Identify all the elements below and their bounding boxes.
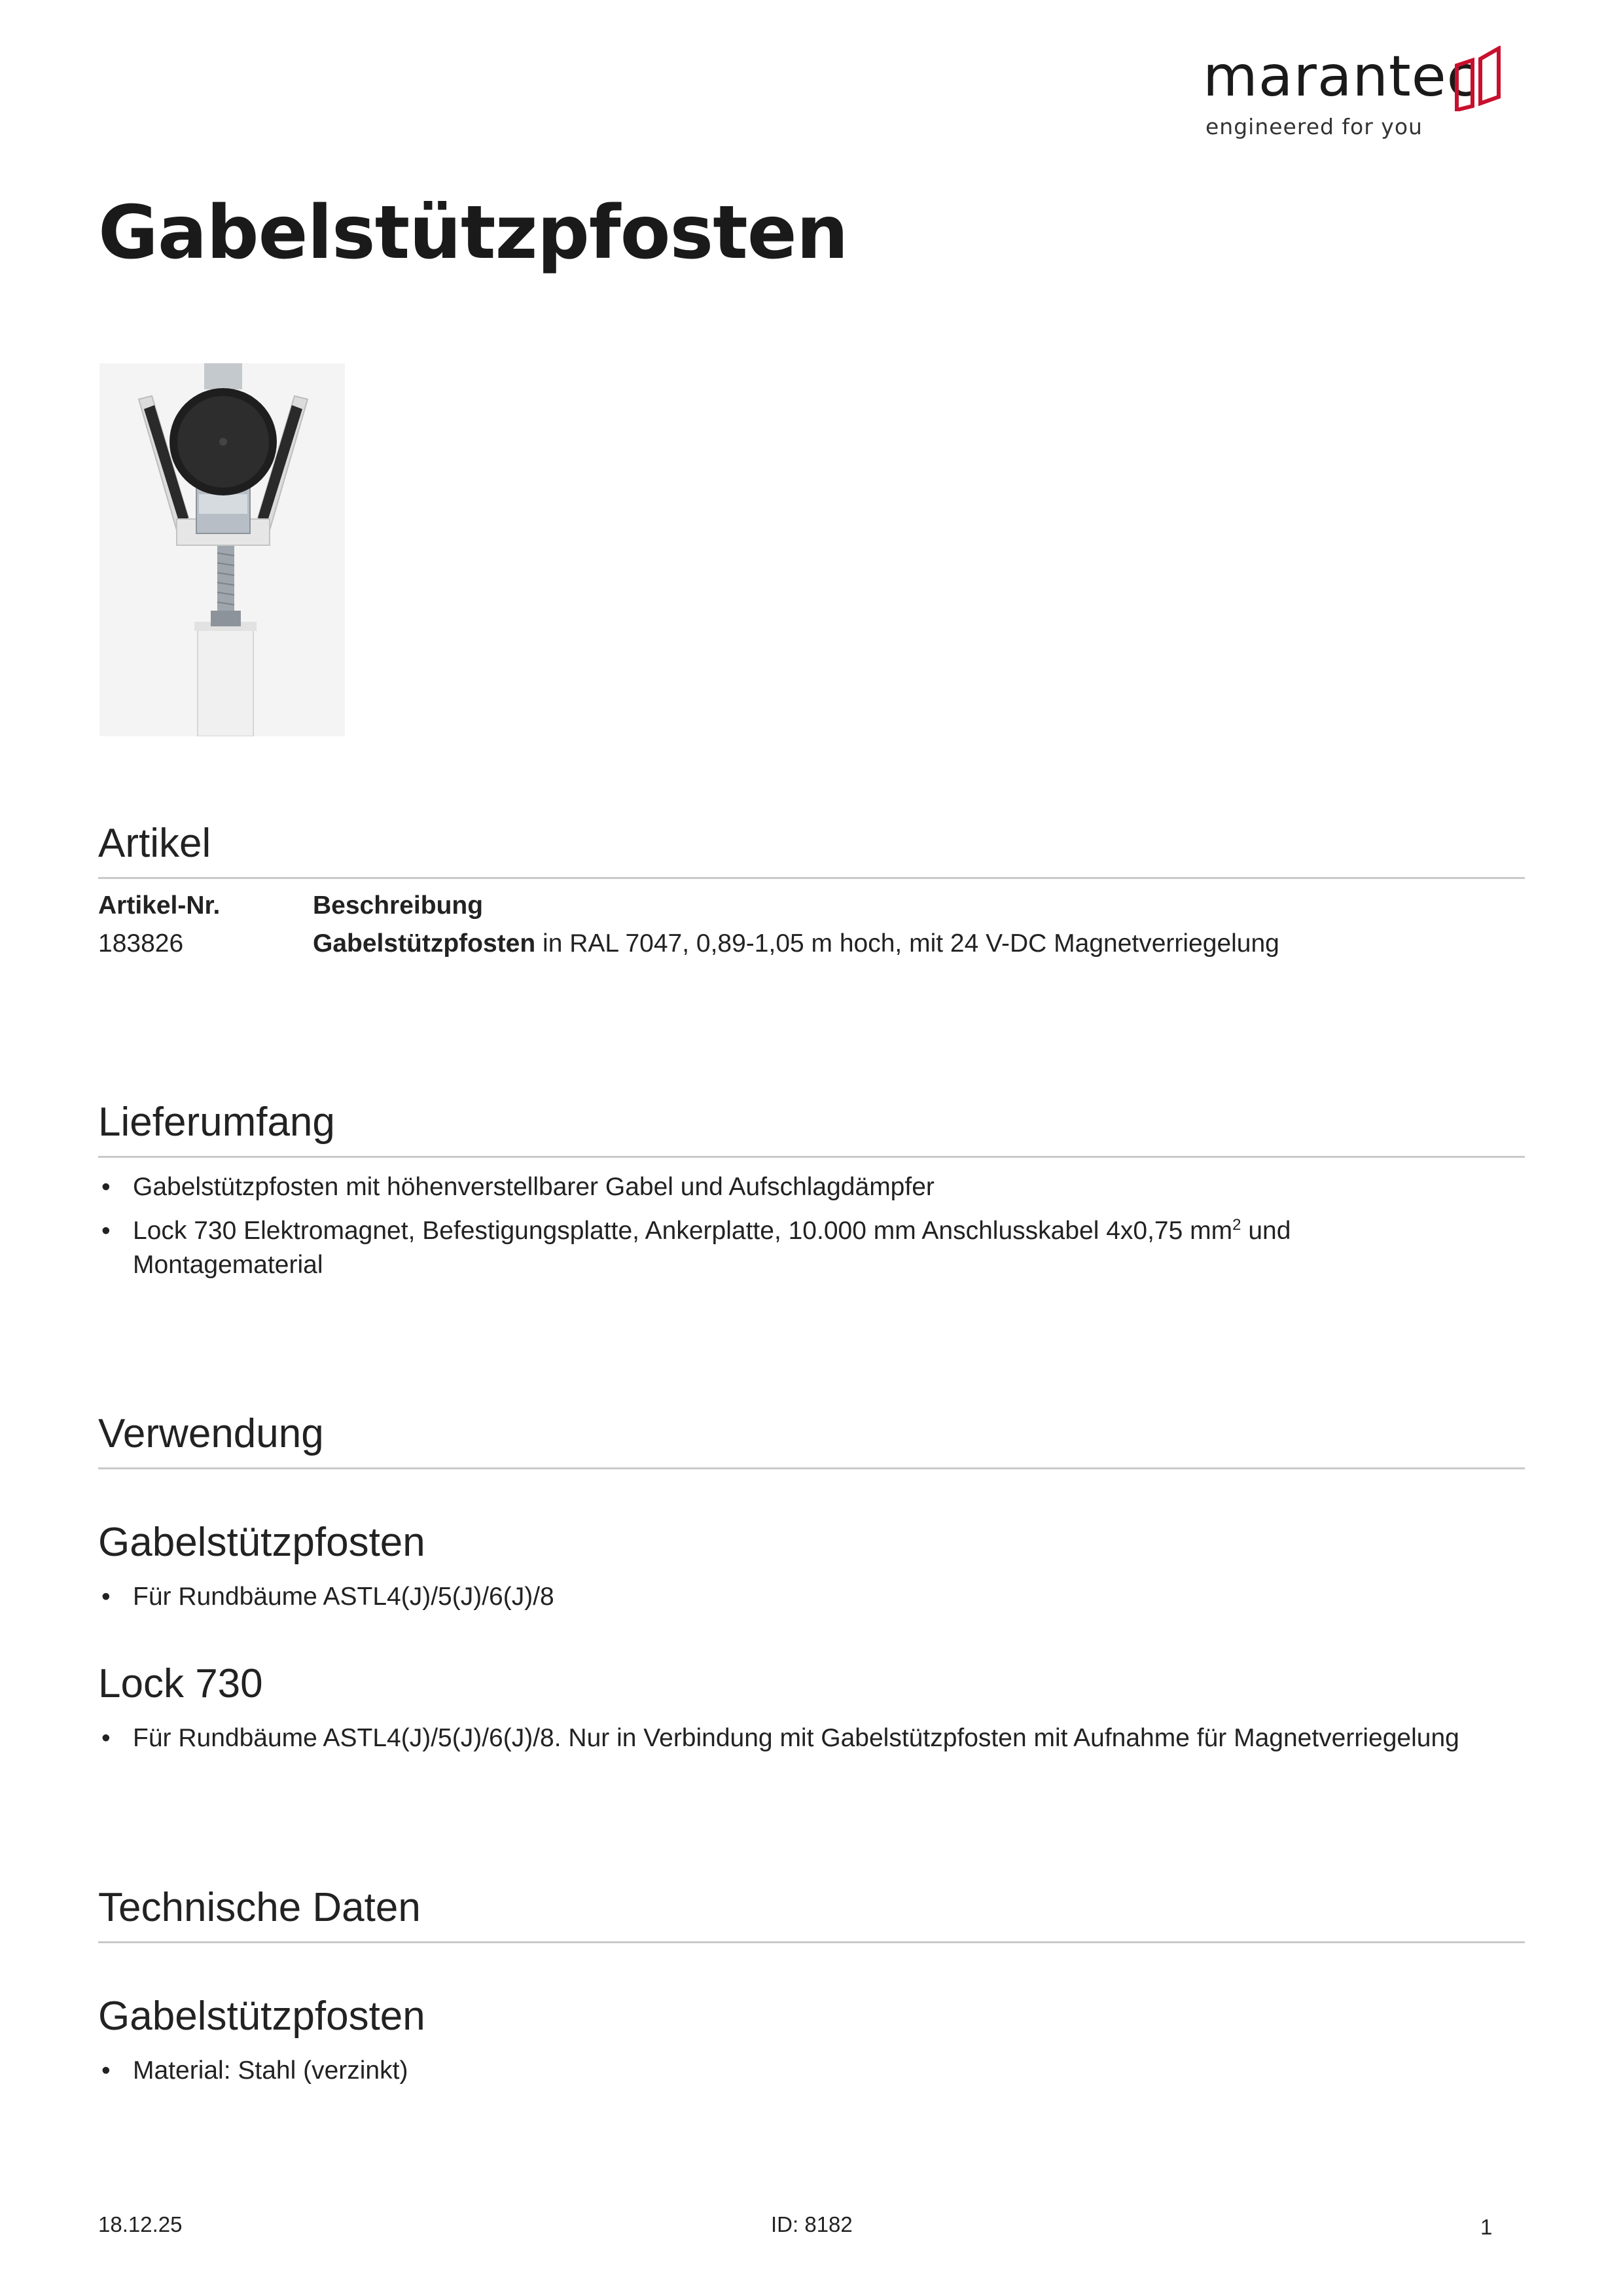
brand-tagline: engineered for you xyxy=(1205,114,1423,139)
article-name: Gabelstützpfosten xyxy=(313,929,536,958)
product-photo xyxy=(99,363,345,736)
subheading-gabelstuetzpfosten: Gabelstützpfosten xyxy=(98,1520,425,1565)
section-divider xyxy=(98,877,1525,879)
bullet-icon: • xyxy=(101,2056,111,2085)
page-number: 1 xyxy=(1480,2215,1493,2239)
subheading-lock-730: Lock 730 xyxy=(98,1661,263,1706)
brand-name: marantec xyxy=(1203,44,1478,109)
column-header-artikel-nr: Artikel-Nr. xyxy=(98,891,221,920)
marantec-logo-icon xyxy=(1453,46,1504,111)
bullet-icon: • xyxy=(101,1583,111,1611)
list-item xyxy=(101,1214,1541,1282)
superscript: 2 xyxy=(1232,1216,1241,1234)
section-divider xyxy=(98,1156,1525,1158)
brand-logo xyxy=(1203,41,1504,152)
footer-id: ID: 8182 xyxy=(771,2212,853,2236)
bullet-icon: • xyxy=(101,1173,111,1201)
list-item: • Für Rundbäume ASTL4(J)/5(J)/6(J)/8. Nur in Verbindung mit Gabelstützpfosten mit Aufnahme für Magnetverriegelung xyxy=(101,1721,1541,1755)
section-heading-artikel: Artikel xyxy=(98,821,211,866)
article-desc-text: in RAL 7047, 0,89-1,05 m hoch, mit 24 V-DC Magnetverriegelung xyxy=(535,929,1279,958)
bullet-icon: • xyxy=(101,1724,111,1752)
footer-date: 18.12.25 xyxy=(98,2212,183,2236)
list-item: • Material: Stahl (verzinkt) xyxy=(101,2054,1541,2088)
list-item: • Gabelstützpfosten mit höhenverstellbarer Gabel und Aufschlagdämpfer xyxy=(101,1170,1541,1204)
list-item-text: Lock 730 Elektromagnet, Befestigungsplatte, Ankerplatte, 10.000 mm Anschlusskabel 4x0,75 mm xyxy=(133,1217,1233,1245)
section-heading-lieferumfang: Lieferumfang xyxy=(98,1100,335,1145)
bullet-icon: • xyxy=(101,1217,111,1245)
page-title: Gabelstützpfosten xyxy=(98,190,848,276)
subheading-gabelstuetzpfosten-tech: Gabelstützpfosten xyxy=(98,1994,425,2039)
section-heading-verwendung: Verwendung xyxy=(98,1411,324,1456)
list-item-text-end: und xyxy=(1241,1217,1291,1245)
section-heading-technische-daten: Technische Daten xyxy=(98,1885,421,1930)
list-item-text-continued: Montagematerial xyxy=(133,1251,323,1279)
article-number: 183826 xyxy=(98,929,184,958)
section-divider xyxy=(98,1941,1525,1943)
list-item: • Für Rundbäume ASTL4(J)/5(J)/6(J)/8 xyxy=(101,1580,1541,1614)
article-description xyxy=(313,927,1279,961)
column-header-beschreibung: Beschreibung xyxy=(313,891,484,920)
section-divider xyxy=(98,1467,1525,1469)
